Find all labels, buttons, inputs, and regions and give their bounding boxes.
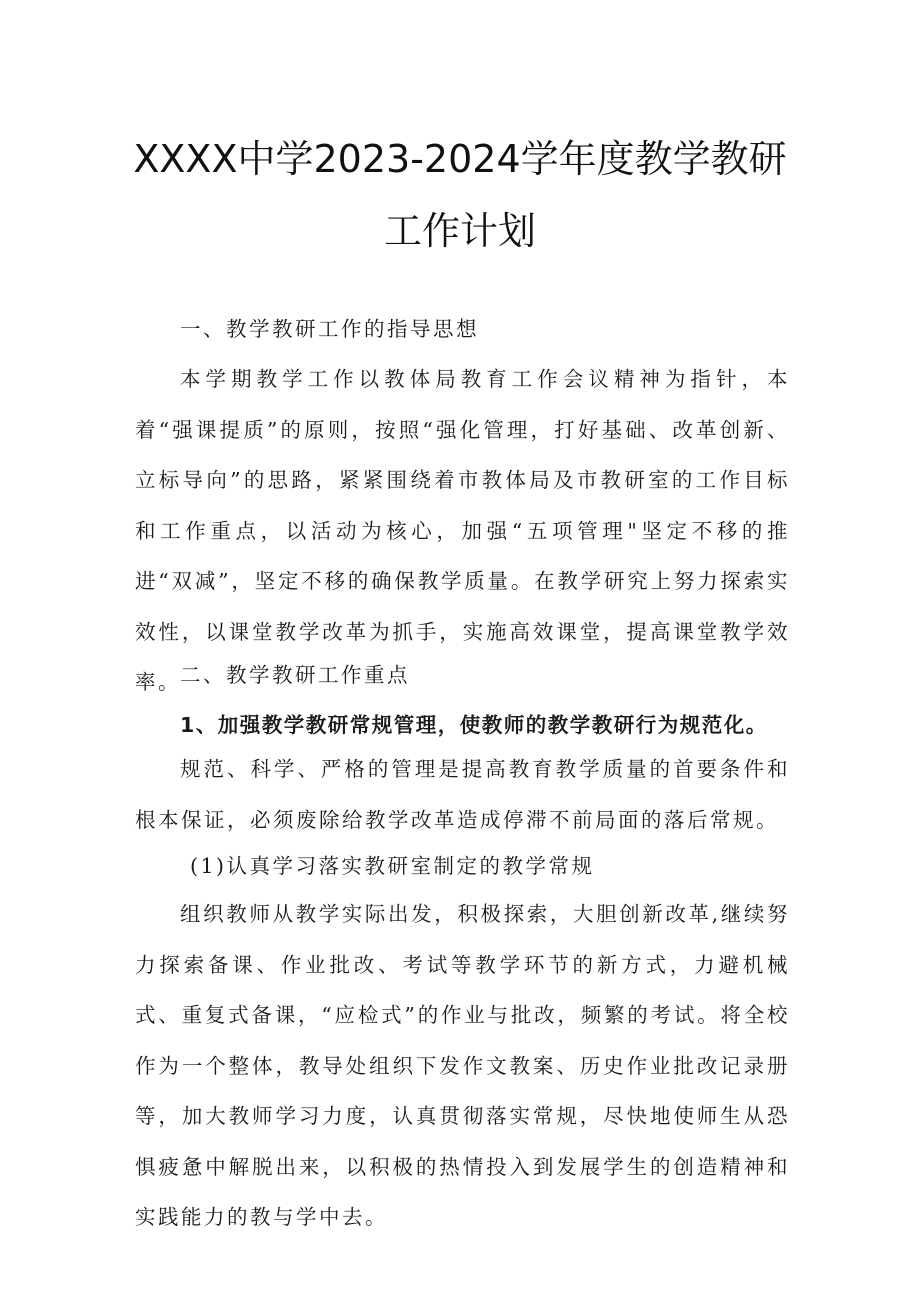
subpoint1-heading: (1)认真学习落实教研室制定的教学常规 xyxy=(190,854,595,878)
point1-heading: 1、加强教学教研常规管理，使教师的教学教研行为规范化。 xyxy=(180,713,768,737)
section2-heading: 二、教学教研工作重点 xyxy=(180,663,410,687)
section1-paragraph: 本学期教学工作以教体局教育工作会议精神为指针，本着“强课提质”的原则，按照“强化管理，打好基础、改革创新、立标导向”的思路，紧紧围绕着市教体局及市教研室的工作目标和工作重点，以活动为核心，加强“五项管理"坚定不移的推进“双减”，坚定不移的确保教学质量。在教学研究上努力探索实效性，以课堂教学改革为抓手，实施高效课堂，提高课堂教学效率。 xyxy=(135,367,790,694)
subpoint1-paragraph: 组织教师从教学实际出发，积极探索，大胆创新改革,继续努力探索备课、作业批改、考试等教学环节的新方式，力避机械式、重复式备课，“应检式”的作业与批改，频繁的考试。将全校作为一个整体，教导处组织下发作文教案、历史作业批改记录册等，加大教师学习力度，认真贯彻落实常规，尽快地使师生从恐惧疲惫中解脱出来，以积极的热情投入到发展学生的创造精神和实践能力的教与学中去。 xyxy=(135,902,790,1229)
document-title-line2: 工作计划 xyxy=(383,209,536,253)
document-title-line1: XXXX中学2023-2024学年度教学教研 xyxy=(133,137,787,181)
point1-paragraph: 规范、科学、严格的管理是提高教育教学质量的首要条件和根本保证，必须废除给教学改革造成停滞不前局面的落后常规。 xyxy=(135,757,790,832)
section1-heading: 一、教学教研工作的指导思想 xyxy=(180,317,479,341)
